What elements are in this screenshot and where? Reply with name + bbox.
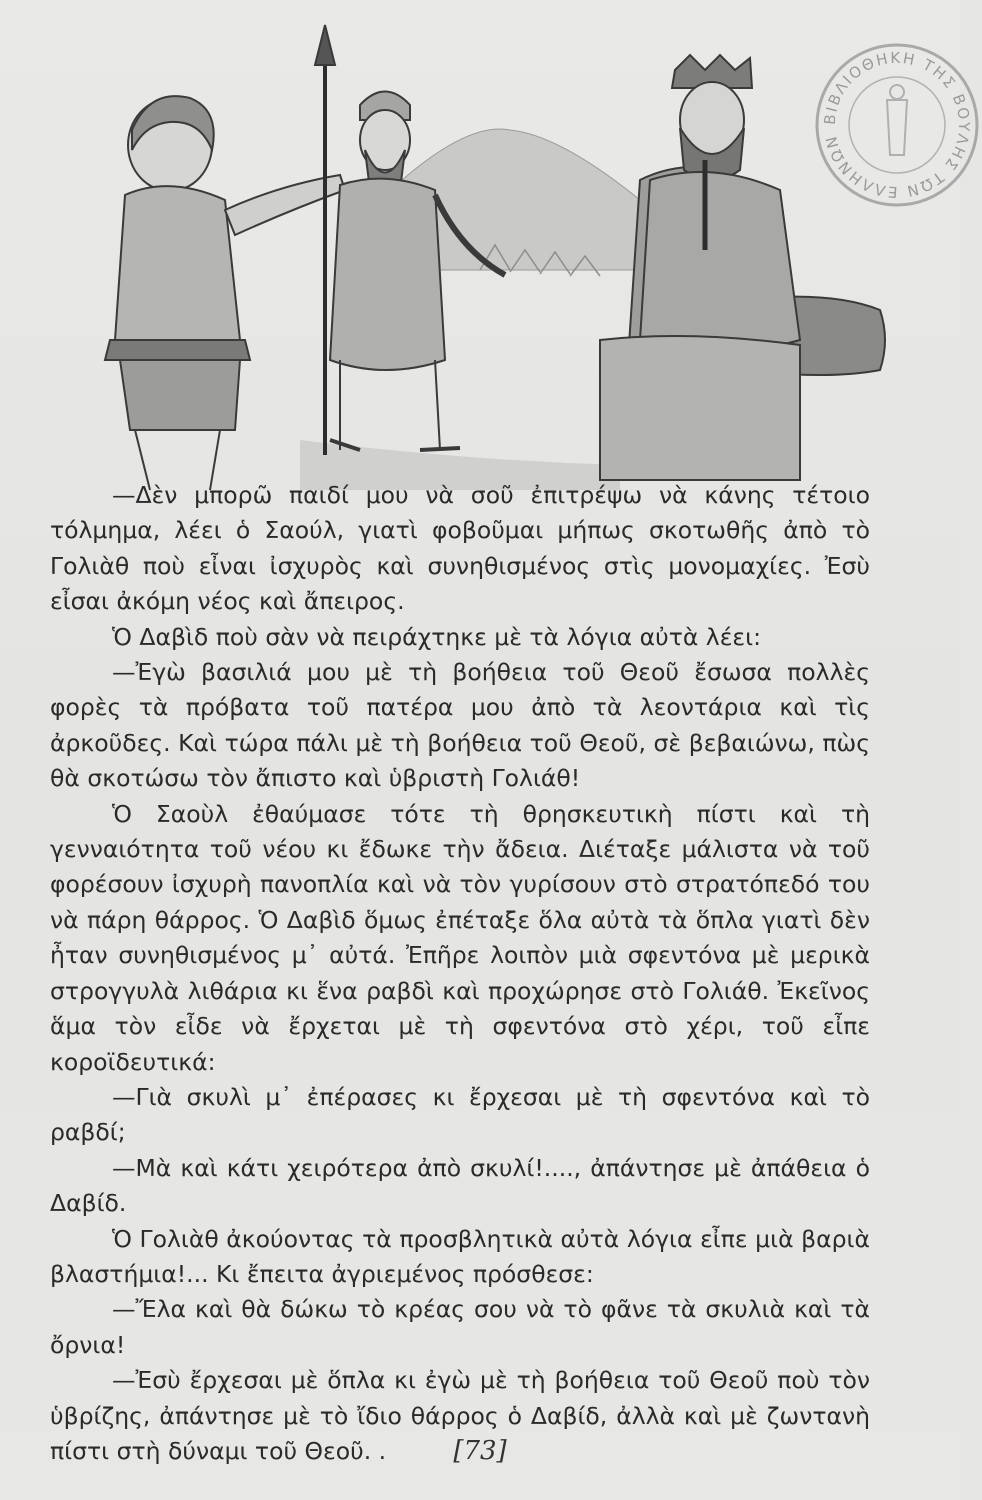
paragraph-david-reply: —Ἐγὼ βασιλιά μου μὲ τὴ βοήθεια τοῦ Θεοῦ ἔσωσα πολλὲς φορὲς τὰ πρόβατα τοῦ πατέρα μου ἀπὸ τὰ λεοντάρια καὶ τὶς ἀρκοῦδες. Καὶ τώρα πάλι μὲ τὴ βοήθεια τοῦ Θεοῦ, σὲ βεβαιώνω, πὼς θὰ σκοτώσω τὸν ἄπιστο καὶ ὑβριστὴ Γολιάθ!	[50, 658, 870, 793]
paragraph-goliath-mock: —Γιὰ σκυλὶ μ᾽ ἐπέρασες κι ἔρχεσαι μὲ τὴ σφεντόνα καὶ τὸ ραβδί;	[50, 1082, 870, 1147]
paragraph-goliath-threat: —Ἔλα καὶ θὰ δώκω τὸ κρέας σου νὰ τὸ φᾶνε τὰ σκυλιὰ καὶ τὰ ὄρνια!	[50, 1295, 870, 1359]
paragraph-david-says: Ὁ Δαβὶδ ποὺ σὰν νὰ πειράχτηκε μὲ τὰ λόγια αὐτὰ λέει:	[112, 622, 761, 651]
paragraph-david-faith: —Ἐσὺ ἔρχεσαι μὲ ὅπλα κι ἐγὼ μὲ τὴ βοήθεια τοῦ Θεοῦ ποὺ τὸν ὑβρίζης, ἀπάντησε μὲ τὸ ἴδιο θάρρος ὁ Δαβίδ, ἀλλὰ καὶ μὲ ζωντανὴ πίστι στὴ δύναμι τοῦ Θεοῦ. .	[50, 1366, 870, 1465]
svg-text:ΒΙΒΛΙΟΘΗΚΗ ΤΗΣ ΒΟΥΛΗΣ ΤΩΝ ΕΛΛΗ: ΒΙΒΛΙΟΘΗΚΗ ΤΗΣ ΒΟΥΛΗΣ ΤΩΝ ΕΛΛΗΝΩΝ	[820, 48, 974, 202]
paragraph-goliath-curse: Ὁ Γολιὰθ ἀκούοντας τὰ προσβλητικὰ αὐτὰ λόγια εἶπε μιὰ βαριὰ βλαστήμια!... Κι ἔπειτα ἀγριεμένος πρόσθεσε:	[50, 1224, 870, 1288]
page-number: [73]	[453, 1436, 507, 1466]
figure-young-david	[105, 96, 345, 490]
paragraph-saul-refusal: —Δὲν μπορῶ παιδί μου νὰ σοῦ ἐπιτρέψω νὰ κάνης τέτοιο τόλμημα, λέει ὁ Σαούλ, γιατὶ φοβοῦμαι μήπως σκοτωθῆς ἀπὸ τὸ Γολιὰθ ποὺ εἶναι ἰσχυρὸς καὶ συνηθισμένος στὶς μονομαχίες. Ἐσὺ εἶσαι ἀκόμη νέος καὶ ἄπειρος.	[50, 481, 870, 616]
illustration-david-saul	[40, 10, 920, 500]
paragraph-david-answer: —Μὰ καὶ κάτι χειρότερα ἀπὸ σκυλί!...., ἀπάντησε μὲ ἀπάθεια ὁ Δαβίδ.	[50, 1153, 870, 1218]
paragraph-saul-permission: Ὁ Σαοὺλ ἐθαύμασε τότε τὴ θρησκευτικὴ πίστι καὶ τὴ γενναιότητα τοῦ νέου κι ἔδωκε τὴν ἄδεια. Διέταξε μάλιστα νὰ τοῦ φορέσουν ἰσχυρὴ πανοπλία καὶ νὰ τὸν γυρίσουν στὸ στρατόπεδό του νὰ πάρη θάρρος. Ὁ Δαβὶδ ὅμως ἐπέταξε ὅλα αὐτὰ τὰ ὅπλα γιατὶ δὲν ἦταν συνηθισμένος μ᾽ αὐτά. Ἐπῆρε λοιπὸν μιὰ σφεντόνα μὲ μερικὰ στρογγυλὰ λιθάρια κι ἕνα ραβδὶ καὶ προχώρησε στὸ Γολιάθ. Ἐκεῖνος ἅμα τὸν εἶδε νὰ ἔρχεται μὲ τὴ σφεντόνα στὸ χέρι, τοῦ εἶπε κοροϊδευτικά:	[50, 799, 870, 1076]
library-stamp	[812, 40, 982, 210]
body-text	[50, 478, 870, 1469]
